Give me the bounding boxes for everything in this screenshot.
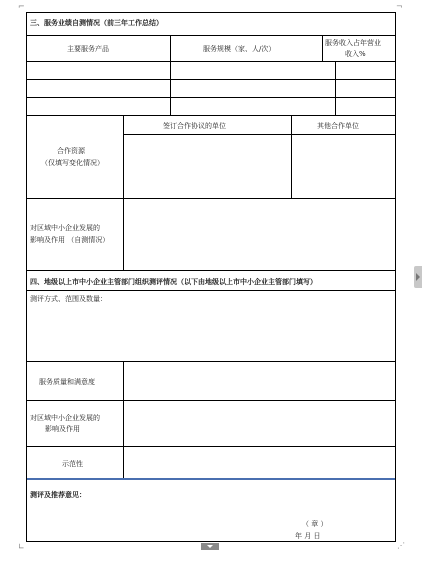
seal-text: （ 章 ） [302, 520, 328, 528]
section4-title: 四、地级以上市中小企业主管部门组织测评情况（以下由地级以上市中小企业主管部门填写） [30, 278, 317, 286]
method-label: 测评方式、范围及数量： [30, 295, 107, 303]
date-text: 年 月 日 [295, 532, 321, 540]
impact-label-line2: 影响及作用 （自测情况） [30, 236, 110, 244]
header-revenue-line1: 服务收入占年营业 [325, 39, 381, 47]
signed-units-header: 签订合作协议的单位 [163, 122, 226, 130]
partner-label-line2: （仅填写变化情况） [41, 159, 104, 167]
corner-mark-bottom-left: ∟ [18, 542, 25, 551]
header-scale: 服务规模（家、人/次） [203, 45, 276, 53]
other-units-header: 其他合作单位 [317, 122, 359, 130]
side-expand-icon[interactable] [414, 266, 422, 288]
form-page [26, 12, 396, 542]
impact-label-line1: 对区域中小企业发展的 [30, 224, 100, 232]
impact4-line1: 对区域中小企业发展的 [30, 414, 100, 422]
demo-label: 示范性 [62, 460, 83, 468]
header-product: 主要服务产品 [67, 45, 109, 53]
resize-grip-icon[interactable]: ⋰ [397, 541, 405, 550]
header-revenue-line2: 收入% [345, 50, 366, 58]
partner-label-line1: 合作资源 [57, 147, 85, 155]
opinion-label: 测评及推荐意见： [30, 491, 86, 499]
bottom-expand-icon[interactable] [201, 543, 219, 550]
corner-mark-top-left: ⌐ [18, 2, 25, 11]
section3-title: 三、服务业绩自测情况（前三年工作总结） [30, 19, 163, 27]
impact4-line2: 影响及作用 [45, 425, 80, 433]
corner-mark-top-right: ¬ [396, 2, 403, 11]
quality-label: 服务质量和满意度 [39, 378, 95, 386]
